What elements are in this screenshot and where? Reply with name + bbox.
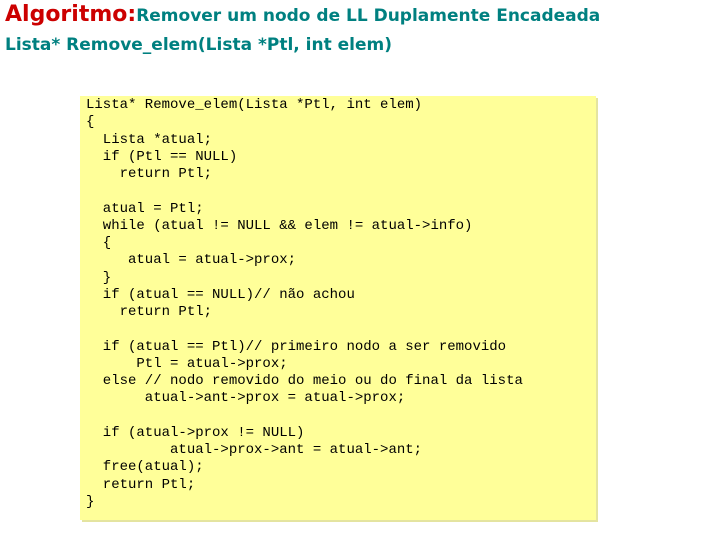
code-line: Lista* Remove_elem(Lista *Ptl, int elem) (86, 97, 423, 113)
code-line: else // nodo removido do meio ou do final da lista (86, 373, 523, 389)
code-line: } (86, 493, 95, 510)
code-line: return Ptl; (86, 304, 213, 320)
code-line: atual->ant->prox = atual->prox; (86, 390, 406, 407)
code-line: Ptl = atual->prox; (86, 355, 288, 372)
code-line (86, 408, 596, 425)
function-signature: Lista* Remove_elem(Lista *Ptl, int elem) (5, 35, 392, 55)
code-line: atual = atual->prox; (86, 252, 297, 269)
code-line: { (86, 235, 112, 251)
code-line: Lista *atual; (86, 131, 213, 148)
code-line: while (atual != NULL && elem != atual->info) (86, 217, 473, 234)
code-line (86, 321, 596, 338)
code-line: if (Ptl == NULL) (86, 148, 238, 165)
code-line: return Ptl; (86, 476, 196, 493)
code-line: if (atual == NULL)// não achou (86, 286, 355, 303)
code-line: { (86, 114, 95, 131)
code-line: atual->prox->ant = atual->ant; (86, 442, 423, 458)
code-line (86, 183, 596, 200)
code-line: if (atual->prox != NULL) (86, 424, 305, 441)
code-line: atual = Ptl; (86, 200, 204, 217)
page-title (5, 4, 600, 26)
subtitle-label: Remover um nodo de LL Duplamente Encadeada (136, 6, 601, 26)
title-label: Algoritmo: (5, 2, 137, 27)
code-line: free(atual); (86, 459, 204, 476)
code-line: return Ptl; (86, 166, 213, 182)
code-line: } (86, 269, 112, 286)
code-block (80, 96, 596, 520)
code-line: if (atual == Ptl)// primeiro nodo a ser removido (86, 338, 507, 355)
